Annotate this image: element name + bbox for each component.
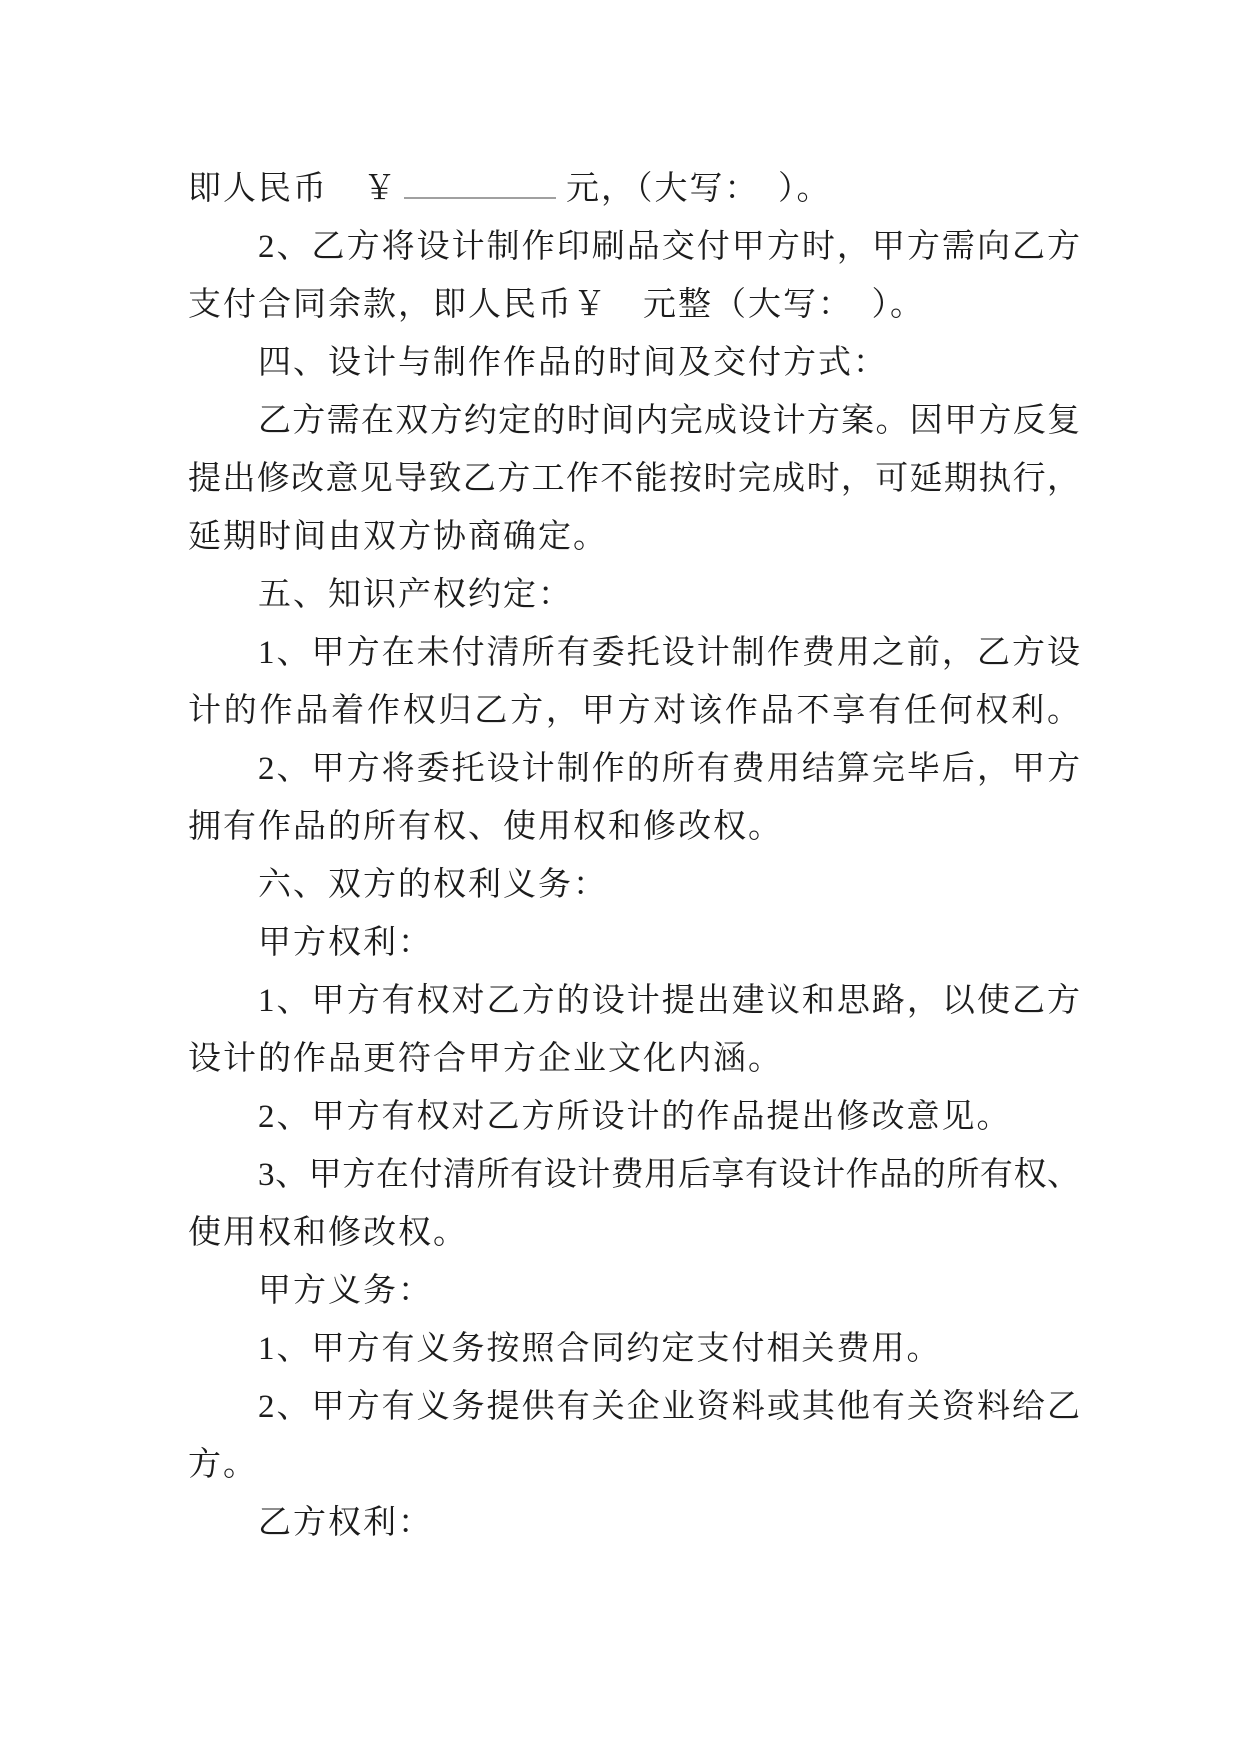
- text-segment: 2、乙方将设计制作印刷品交付甲方时，甲方需向乙方: [258, 229, 1080, 265]
- contract-text-line: [188, 276, 1080, 334]
- contract-text-line: [188, 1436, 1080, 1494]
- text-segment: 元，（大写： ）。: [566, 171, 832, 207]
- text-segment: 四、设计与制作作品的时间及交付方式：: [258, 345, 888, 381]
- contract-text-line: [188, 218, 1080, 276]
- text-segment: 甲方义务：: [258, 1273, 433, 1309]
- contract-text-line: [188, 682, 1080, 740]
- contract-text-line: [188, 856, 1080, 914]
- contract-text-line: [188, 392, 1080, 450]
- contract-text-line: [188, 1320, 1080, 1378]
- contract-text-line: [188, 914, 1080, 972]
- text-segment: 拥有作品的所有权、使用权和修改权。: [188, 809, 783, 845]
- text-segment: 提出修改意见导致乙方工作不能按时完成时，可延期执行，: [188, 461, 1080, 497]
- contract-text-line: [188, 566, 1080, 624]
- contract-text-line: [188, 508, 1080, 566]
- text-segment: 1、甲方有义务按照合同约定支付相关费用。: [258, 1331, 942, 1367]
- contract-text-line: [188, 450, 1080, 508]
- contract-text-line: [188, 1204, 1080, 1262]
- contract-text-line: [188, 1262, 1080, 1320]
- text-segment: 2、甲方有义务提供有关企业资料或其他有关资料给乙: [258, 1389, 1080, 1425]
- text-segment: 使用权和修改权。: [188, 1215, 468, 1251]
- contract-text-line: [188, 740, 1080, 798]
- text-segment: 即人民币 ￥: [188, 171, 398, 207]
- contract-text-line: [188, 160, 1080, 218]
- text-segment: 甲方权利：: [258, 925, 433, 961]
- text-segment: 乙方权利：: [258, 1505, 433, 1541]
- contract-text-line: [188, 1378, 1080, 1436]
- text-segment: 乙方需在双方约定的时间内完成设计方案。因甲方反复: [258, 403, 1080, 439]
- text-segment: 设计的作品更符合甲方企业文化内涵。: [188, 1041, 783, 1077]
- text-segment: 六、双方的权利义务：: [258, 867, 608, 903]
- text-segment: 3、甲方在付清所有设计费用后享有设计作品的所有权、: [258, 1157, 1080, 1193]
- amount-fill-in-blank: [404, 166, 556, 199]
- text-segment: 1、甲方在未付清所有委托设计制作费用之前，乙方设: [258, 635, 1080, 671]
- text-segment: 方。: [188, 1447, 258, 1483]
- contract-text-line: [188, 1146, 1080, 1204]
- text-segment: 延期时间由双方协商确定。: [188, 519, 608, 555]
- document-body: [188, 160, 1080, 1552]
- text-segment: 1、甲方有权对乙方的设计提出建议和思路，以使乙方: [258, 983, 1080, 1019]
- text-segment: 计的作品着作权归乙方，甲方对该作品不享有任何权利。: [188, 693, 1080, 729]
- contract-text-line: [188, 798, 1080, 856]
- text-segment: 五、知识产权约定：: [258, 577, 573, 613]
- contract-text-line: [188, 1494, 1080, 1552]
- contract-text-line: [188, 624, 1080, 682]
- contract-text-line: [188, 972, 1080, 1030]
- contract-text-line: [188, 1030, 1080, 1088]
- text-segment: 2、甲方有权对乙方所设计的作品提出修改意见。: [258, 1099, 1012, 1135]
- contract-text-line: [188, 1088, 1080, 1146]
- text-segment: 2、甲方将委托设计制作的所有费用结算完毕后，甲方: [258, 751, 1080, 787]
- text-segment: 支付合同余款，即人民币￥ 元整（大写： ）。: [188, 287, 925, 323]
- contract-text-line: [188, 334, 1080, 392]
